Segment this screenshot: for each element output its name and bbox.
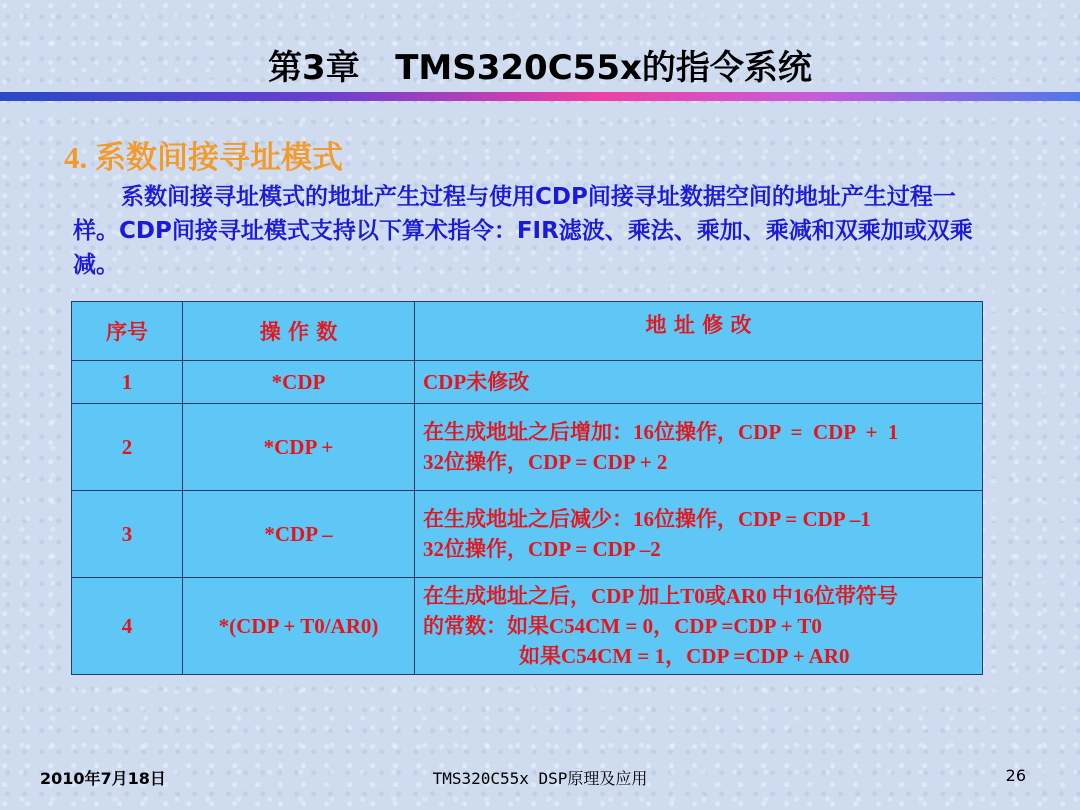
row-modify <box>415 361 983 404</box>
section-number: 4. <box>64 140 95 175</box>
row-operand: *CDP <box>183 361 415 404</box>
page-number: 26 <box>1005 766 1026 785</box>
section-heading <box>64 132 343 177</box>
header-index: 序号 <box>72 302 183 361</box>
row-operand: *CDP + <box>183 404 415 491</box>
modify-line: 32位操作，CDP = CDP –2 <box>423 537 661 561</box>
modify-line: 32位操作，CDP = CDP + 2 <box>423 450 668 474</box>
title-underline-bar <box>0 92 1080 101</box>
modify-line: 的常数：如果C54CM = 0，CDP =CDP + T0 <box>423 614 822 638</box>
row-index: 1 <box>72 361 183 404</box>
modify-line: CDP未修改 <box>423 370 530 394</box>
addressing-table <box>71 301 983 675</box>
modify-line: 在生成地址之后减少：16位操作，CDP = CDP –1 <box>423 507 871 531</box>
table-row <box>72 361 983 404</box>
section-heading-text: 系数间接寻址模式 <box>95 140 343 176</box>
row-index: 3 <box>72 491 183 578</box>
table-row <box>72 578 983 675</box>
table-header-row <box>72 302 983 361</box>
row-modify <box>415 404 983 491</box>
header-operand: 操 作 数 <box>183 302 415 361</box>
footer-course: TMS320C55x DSP原理及应用 <box>432 769 648 788</box>
table-row <box>72 404 983 491</box>
footer-date: 2010年7月18日 <box>40 769 166 788</box>
row-operand: *(CDP + T0/AR0) <box>183 578 415 675</box>
body-paragraph: 系数间接寻址模式的地址产生过程与使用CDP间接寻址数据空间的地址产生过程一样。CDP间接寻址模式支持以下算术指令：FIR滤波、乘法、乘加、乘减和双乘加或双乘减。 <box>73 184 973 278</box>
table-row <box>72 491 983 578</box>
modify-line: 在生成地址之后，CDP 加上T0或AR0 中16位带符号 <box>423 584 898 608</box>
row-index: 2 <box>72 404 183 491</box>
slide-title: 第3章 TMS320C55x的指令系统 <box>268 48 812 88</box>
header-address-modify: 地 址 修 改 <box>415 302 983 361</box>
row-modify <box>415 578 983 675</box>
row-modify <box>415 491 983 578</box>
modify-line: 如果C54CM = 1，CDP =CDP + AR0 <box>519 644 850 668</box>
row-operand: *CDP – <box>183 491 415 578</box>
row-index: 4 <box>72 578 183 675</box>
modify-line: 在生成地址之后增加：16位操作，CDP = CDP + 1 <box>423 420 899 444</box>
